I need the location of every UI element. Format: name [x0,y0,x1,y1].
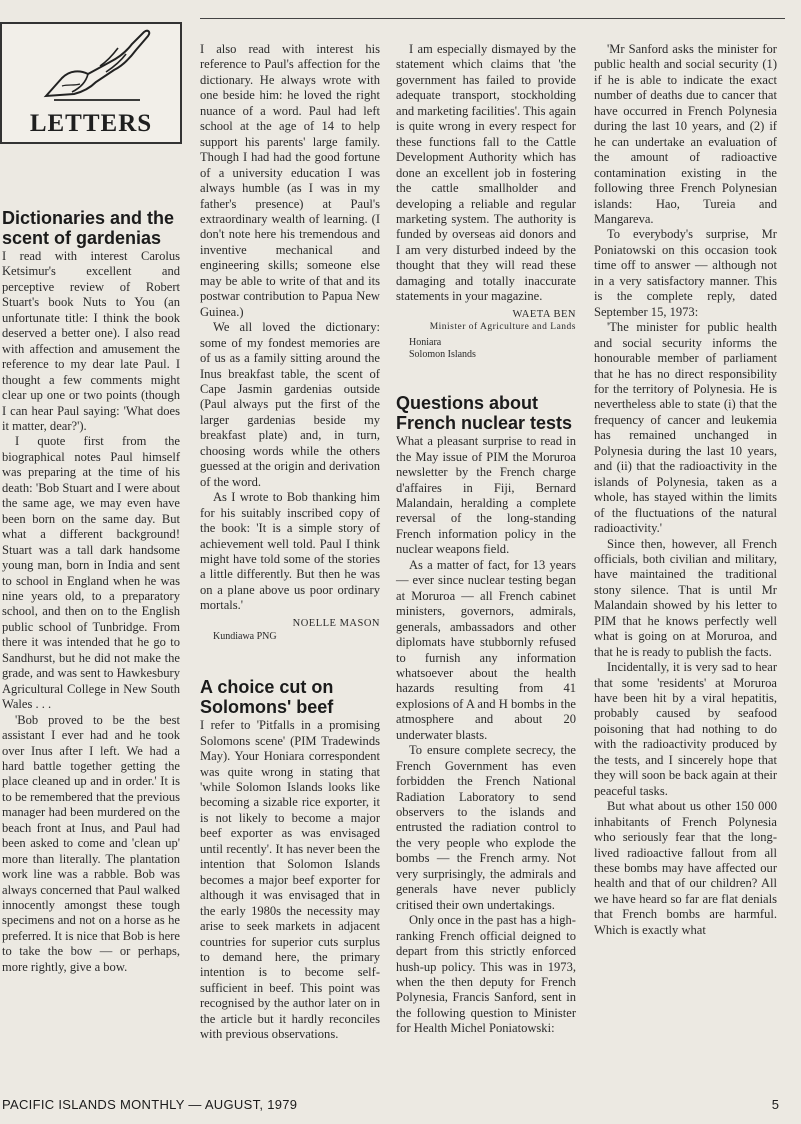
letter2-signature: WAETA BEN [512,308,576,320]
publication-line: PACIFIC ISLANDS MONTHLY — AUGUST, 1979 [2,1097,298,1112]
letter2-place: Solomon Islands [409,349,476,361]
letter1-paragraph: I also read with interest his reference to Paul's affection for the dictionary. He always wrote with one beside him: he loved the right nuance of a word. Paul had left school at the age of 14 to help support his parents' large family. Though I had had the good fortune of a university education I was always humble (as I was in my father's presence) at Paul's extraordinary wealth of learning. (I don't note here his tremendous and inventive mechanical and engineering skills; someone else may be able to write of that and its postwar contribution to Papua New Guinea.) [200,42,380,319]
letter2-paragraph: I am especially dismayed by the statement which claims that 'the government has failed to provide adequate transport, stockholding and marketing facilities'. This again is quite wrong in every respect for these functions fall to the Cattle Development Authority which has done an excellent job in fostering the cattle smallholder and developing a reliable and regular marketing system. The authority is funded by overseas aid donors and I am very disturbed indeed by the thought that they will read these damaging and totally inaccurate statements in your magazine. [396,42,576,304]
letter3-heading: Questions about French nuclear tests [396,393,573,434]
letter2-heading: A choice cut on Solomons' beef [200,677,334,718]
letter3-paragraph: As a matter of fact, for 13 years — ever since nuclear testing began at Moruroa — all French cabinet ministers, governors, admirals, generals, ambassadors and other diplomats have stubbornly refused to furnish any information whatsoever about the health hazards resulting from 41 explosions of A and H bombs in the atmosphere and about 20 underwater blasts. [396,557,576,742]
letter1-paragraph: I read with interest Carolus Ketsimur's excellent and perceptive review of Robert Stuart's book Nuts to You (an unfortunate title: I think the book deserved a better one). I also read with affection and amusement the reference to my dear late Paul. I thought a few comments might clear up one or two points (though I can hear Paul saying: 'What does it matter, dear?'). [2,249,180,433]
column-1 [2,208,180,975]
page-number: 5 [771,1097,779,1112]
column-4 [594,42,777,938]
letter2-title: Minister of Agriculture and Lands [429,322,576,333]
header-rule [200,18,785,19]
letter3-paragraph: To everybody's surprise, Mr Poniatowski on this occasion took time off to answer — although not in a very satisfactory manner. This is the complete reply, dated September 15, 1973: [594,227,777,319]
letter1-paragraph: We all loved the dictionary: some of my fondest memories are of us as a family sitting around the Inus breakfast table, the scent of Cape Jasmin gardenias outside (Paul always put the first of the larger gardenias beside my breakfast plate) and, in turn, choosing words while the others guessed at the origin and derivation of the word. [200,320,380,489]
letters-masthead [0,22,182,144]
letter3-paragraph: 'Mr Sanford asks the minister for public health and social security (1) if he is able to indicate the exact number of deaths due to cancer that have occurred in French Polynesia during the last 10 years, and (2) if he can undertake an evaluation of the amount of radioactive contamination existing in the following three French Polynesian islands: Hao, Tureia and Mangareva. [594,42,777,226]
column-3 [396,42,576,1037]
letter3-paragraph: What a pleasant surprise to read in the May issue of PIM the Moruroa newsletter by the French charge d'affaires in Fiji, Bernard Malandain, heralding a complete reversal of the long-standing French information policy in the nuclear weapons field. [396,434,576,557]
letter2-paragraph: I refer to 'Pitfalls in a promising Solomons scene' (PIM Tradewinds May). Your Honiara correspondent was quite wrong in stating that 'while Solomon Islands looks like becoming a sizable rice exporter, it is not likely to become a major beef exporter as was envisaged until recently'. It has never been the intention that Solomon Islands becomes a major beef exporter for although it was envisaged that in the early 1980s the necessity may arise to seek markets in adjacent countries for superior cuts surplus to demand here, the primary intention is to become self-sufficient in beef. This point was recognised by the author later on in the article but it hardly reconciles with previous observations. [200,718,380,1042]
letter1-paragraph: As I wrote to Bob thanking him for his suitably inscribed copy of the book: 'It is a simple story of achievement well told. Paul I think might have told some of the stories a little differently. But then he was on a plane above us poor ordinary mortals.' [200,490,380,613]
letter3-paragraph: Only once in the past has a high-ranking French official deigned to depart from this strictly enforced hush-up policy. This was in 1973, when the then deputy for French Polynesia, Francis Sanford, sent in the following question to Minister for Health Michel Poniatowski: [396,913,576,1036]
letter1-place: Kundiawa PNG [213,631,277,643]
letter1-paragraph: 'Bob proved to be the best assistant I ever had and he took over Inus after I left. We had a hard battle together getting the place cleaned up and in order.' It is to be remembered that the previous manager had been murdered on the beach front at Inus, and Paul had been asked to come and 'clean up' more than literally. The plantation work line was a rabble. Bob was always concerned that Paul walked innocently amongst these tough specimens and not on a horse as he preferred. It is nice that Bob is here to take the bow — or perhaps, more rightly, give a bow. [2,712,180,974]
masthead-title: LETTERS [29,110,153,137]
letter1-signature: NOELLE MASON [292,617,380,629]
letter1-heading: Dictionaries and the scent of gardenias [2,208,175,248]
letter3-paragraph: Incidentally, it is very sad to hear that some 'residents' at Moruroa have been hit by a viral hepatitis, probably caused by seafood poisoning that had nothing to do with the radioactivity produced by the tests, and I sincerely hope that they will soon be back again at their peaceful tasks. [594,660,777,798]
letter2-place: Honiara [409,337,442,349]
letter3-paragraph: Since then, however, all French officials, both civilian and military, have maintained the traditional stony silence. That is until Mr Malandain showed by his letter to PIM that he knows perfectly well what is going on at Moruroa, and that he is ready to publish the facts. [594,536,777,659]
hand-quill-icon [40,26,152,104]
letter3-paragraph: To ensure complete secrecy, the French Government has even forbidden the French National Radiation Laboratory to send observers to the islands and entrusted the radiation control to the very people who explode the bombs — the French army. Not very surprisingly, the admirals and generals have never publicly critised their own undertakings. [396,743,576,912]
column-2 [200,42,380,1043]
letter1-paragraph: I quote first from the biographical notes Paul himself was preparing at the time of his death: 'Bob Stuart and I were about the same age, we may even have been born on the same day. But what a different background! Stuart was a tall dark handsome young man, born in India and sent to school in England when he was nine years old, to a preparatory school, and then on to the English public school of Tunbridge. From there it was intended that he go to Sandhurst, but he did not make the grade, and was sent to Hawkesbury Agricultural College in New South Wales . . . [2,434,180,712]
letter3-paragraph: But what about us other 150 000 inhabitants of French Polynesia who seriously fear that the long-lived radioactive fallout from all these bombs may have affected our health and that of our children? All we have heard so far are flat denials that French bombs are harmful. Which is exactly what [594,799,777,937]
letter3-paragraph: 'The minister for public health and social security informs the honourable member of parliament that he has no direct responsibility for the territory of Polynesia. He is nevertheless able to state (i) that the frequency of cancer and leukemia has remained unchanged in Polynesia during the last 10 years, and (ii) that the radioactivity in the islands of Polynesia, taken as a whole, has stayed within the limits of the fluctuations of the natural radioactivity.' [594,320,777,536]
